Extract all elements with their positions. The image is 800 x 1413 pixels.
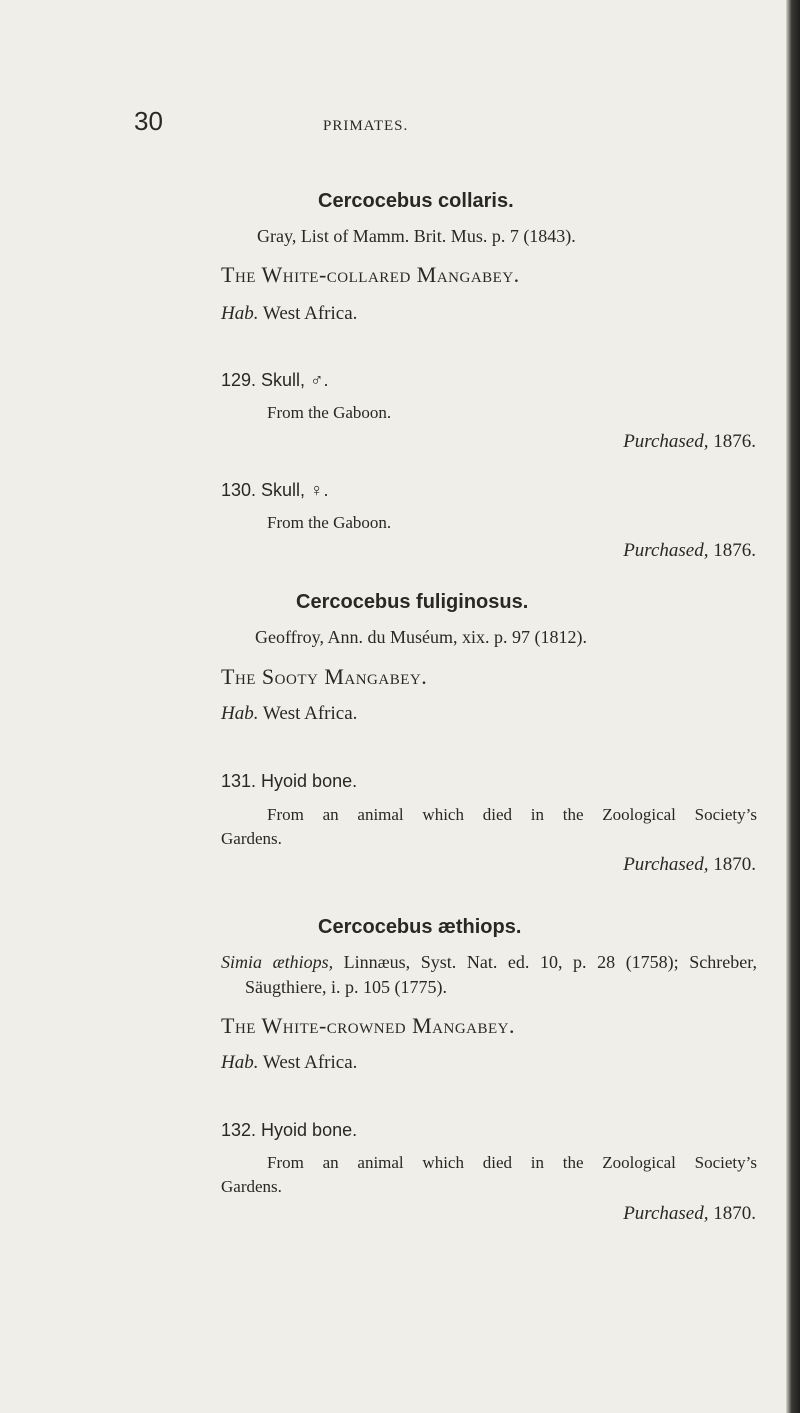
specimen-source: From an animal which died in the Zoological Society’s xyxy=(267,1153,757,1172)
hab-value: West Africa. xyxy=(262,703,358,724)
habitat xyxy=(221,303,357,325)
common-name xyxy=(221,1013,515,1039)
species-reference-continued: Säugthiere, i. p. 105 (1775). xyxy=(245,977,447,997)
hab-label: Hab. xyxy=(221,703,259,724)
specimen-acquisition xyxy=(623,431,756,453)
habitat xyxy=(221,703,357,725)
running-head: PRIMATES. xyxy=(323,118,409,134)
hab-value: West Africa. xyxy=(262,303,358,324)
common-name xyxy=(221,664,427,690)
common-name xyxy=(221,262,520,288)
specimen-source: From the Gaboon. xyxy=(267,513,392,532)
acq-label: Purchased, xyxy=(623,431,709,452)
page-edge-shadow xyxy=(786,0,800,1413)
hab-label: Hab. xyxy=(221,303,259,324)
acq-year: 1876. xyxy=(713,431,756,452)
acq-year: 1870. xyxy=(713,854,756,875)
reference-italic: Simia æthiops, xyxy=(221,952,334,972)
species-reference: Gray, List of Mamm. Brit. Mus. p. 7 (1843). xyxy=(257,226,576,246)
reference-text: Linnæus, Syst. Nat. ed. 10, p. 28 (1758); Schreber, xyxy=(343,952,757,972)
species-reference: Geoffroy, Ann. du Muséum, xix. p. 97 (1812). xyxy=(255,627,587,647)
specimen-source: From an animal which died in the Zoological Society’s xyxy=(267,805,757,824)
common-name-text: The White-collared Mangabey. xyxy=(221,262,520,287)
genus-heading: Cercocebus collaris. xyxy=(318,190,514,212)
specimen-acquisition xyxy=(623,540,756,562)
specimen-acquisition xyxy=(623,1203,756,1225)
specimen-source: From the Gaboon. xyxy=(267,403,392,422)
hab-value: West Africa. xyxy=(262,1052,358,1073)
acq-year: 1876. xyxy=(713,540,756,561)
species-reference xyxy=(221,952,757,973)
acq-year: 1870. xyxy=(713,1203,756,1224)
specimen-entry: 130. Skull, ♀. xyxy=(221,480,329,500)
genus-heading: Cercocebus fuliginosus. xyxy=(296,591,529,613)
acq-label: Purchased, xyxy=(623,854,709,875)
specimen-entry: 129. Skull, ♂. xyxy=(221,370,329,390)
acq-label: Purchased, xyxy=(623,540,709,561)
common-name-text: The Sooty Mangabey. xyxy=(221,664,428,689)
specimen-source-continued: Gardens. xyxy=(221,829,282,848)
acq-label: Purchased, xyxy=(623,1203,709,1224)
genus-heading: Cercocebus æthiops. xyxy=(318,916,522,938)
page-number: 30 xyxy=(134,106,163,136)
specimen-acquisition xyxy=(623,854,756,876)
specimen-entry: 132. Hyoid bone. xyxy=(221,1120,358,1140)
common-name-text: The White-crowned Mangabey. xyxy=(221,1013,515,1038)
habitat xyxy=(221,1052,357,1074)
specimen-entry: 131. Hyoid bone. xyxy=(221,771,358,791)
hab-label: Hab. xyxy=(221,1052,259,1073)
specimen-source-continued: Gardens. xyxy=(221,1177,282,1196)
